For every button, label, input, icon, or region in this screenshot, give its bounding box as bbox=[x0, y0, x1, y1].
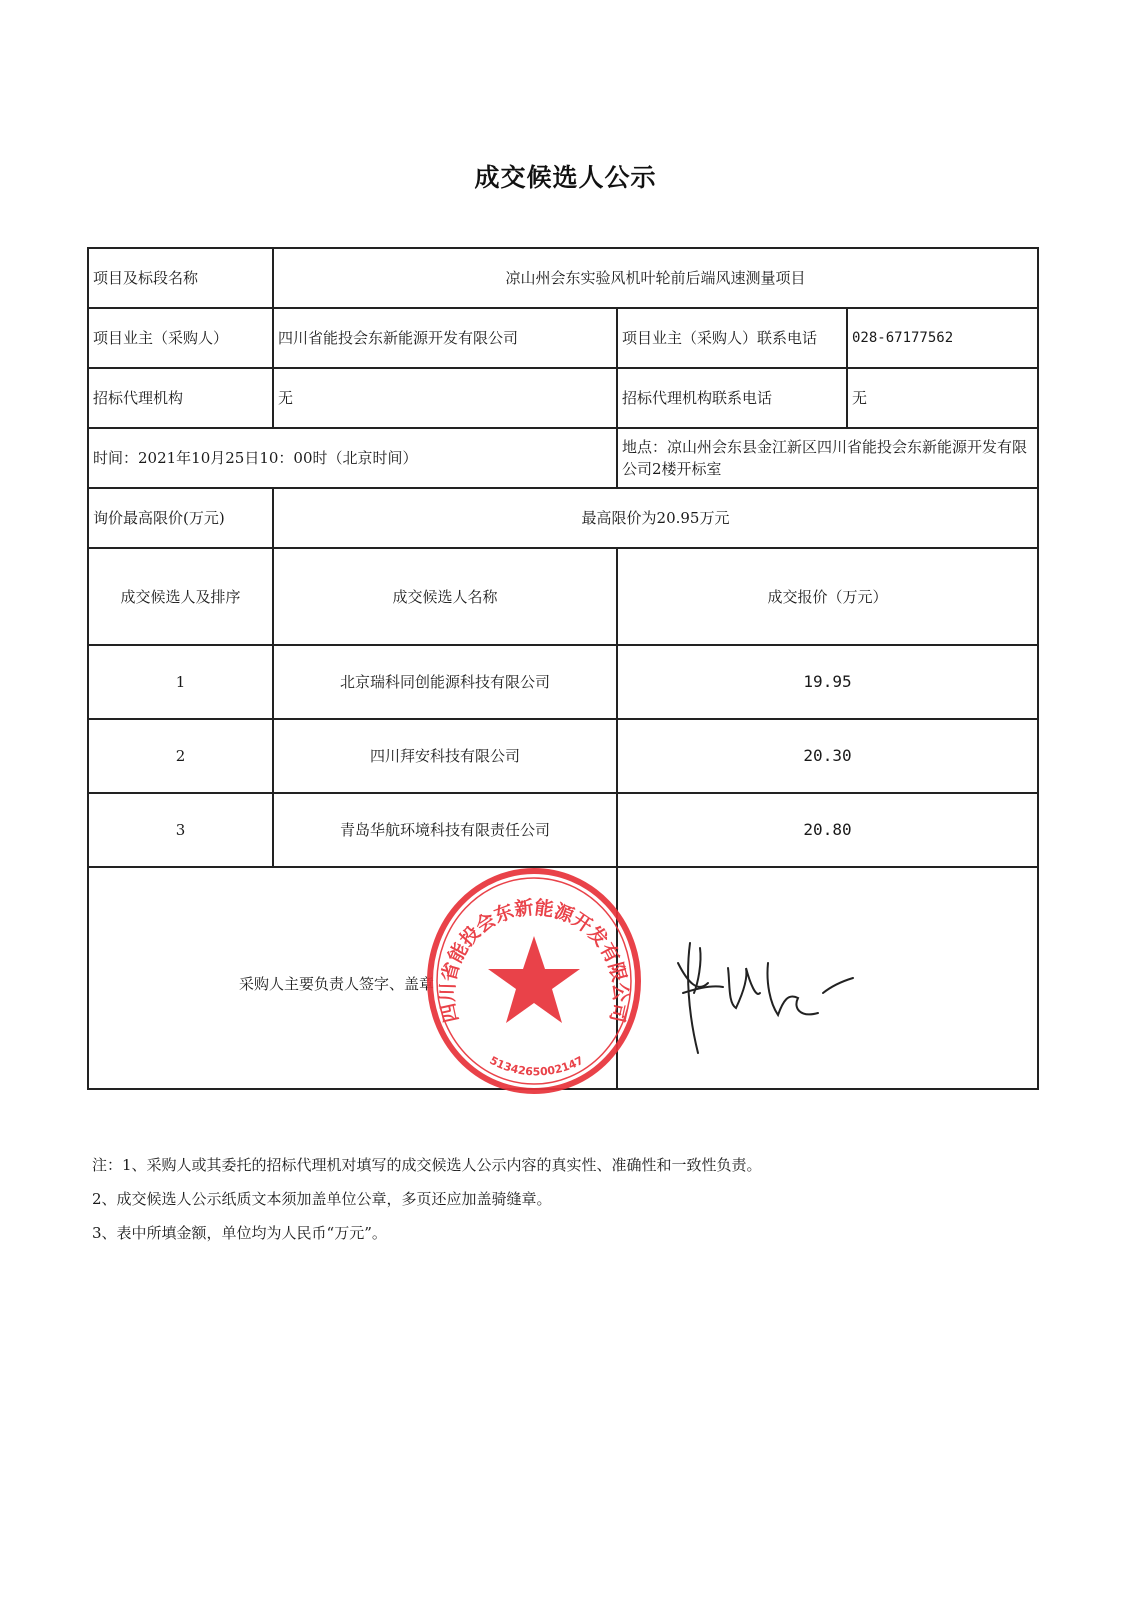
seal-star bbox=[488, 936, 580, 1023]
candidate-rank: 2 bbox=[88, 719, 273, 793]
owner-label: 项目业主（采购人） bbox=[88, 308, 273, 368]
candidate-name: 青岛华航环境科技有限责任公司 bbox=[273, 793, 617, 867]
max-price-row bbox=[88, 488, 1038, 548]
agency-phone-label: 招标代理机构联系电话 bbox=[617, 368, 847, 428]
candidate-rank: 3 bbox=[88, 793, 273, 867]
table-row bbox=[88, 645, 1038, 719]
note-3: 3、表中所填金额，单位均为人民币“万元”。 bbox=[92, 1224, 387, 1242]
company-seal-icon bbox=[419, 866, 649, 1094]
signature-row bbox=[88, 867, 1038, 1089]
note-1: 注：1、采购人或其委托的招标代理机对填写的成交候选人公示内容的真实性、准确性和一致性负责。 bbox=[92, 1156, 762, 1174]
signature-label: 采购人主要负责人签字、盖章 bbox=[239, 975, 435, 993]
header-name: 成交候选人名称 bbox=[273, 548, 617, 645]
agency-label: 招标代理机构 bbox=[88, 368, 273, 428]
seal-arc-text: 四川省能投会东新能源开发有限公司 bbox=[436, 896, 632, 1025]
header-price: 成交报价（万元） bbox=[617, 548, 1038, 645]
signature-cell bbox=[617, 867, 1038, 1089]
handwritten-signature bbox=[668, 923, 868, 1073]
agency-row bbox=[88, 368, 1038, 428]
owner-phone-label: 项目业主（采购人）联系电话 bbox=[617, 308, 847, 368]
owner-phone-value: 028-67177562 bbox=[847, 308, 1038, 368]
project-name-value: 凉山州会东实验风机叶轮前后端风速测量项目 bbox=[273, 248, 1038, 308]
owner-value: 四川省能投会东新能源开发有限公司 bbox=[273, 308, 617, 368]
candidate-price: 20.80 bbox=[617, 793, 1038, 867]
page-title: 成交候选人公示 bbox=[474, 163, 657, 192]
announcement-table bbox=[87, 247, 1039, 1090]
candidate-price: 20.30 bbox=[617, 719, 1038, 793]
note-2: 2、成交候选人公示纸质文本须加盖单位公章，多页还应加盖骑缝章。 bbox=[92, 1190, 552, 1208]
candidate-name: 四川拜安科技有限公司 bbox=[273, 719, 617, 793]
location-text: 地点：凉山州会东县金江新区四川省能投会东新能源开发有限公司2楼开标室 bbox=[617, 428, 1038, 488]
project-name-row bbox=[88, 248, 1038, 308]
table-row bbox=[88, 719, 1038, 793]
agency-value: 无 bbox=[273, 368, 617, 428]
owner-row bbox=[88, 308, 1038, 368]
candidate-price: 19.95 bbox=[617, 645, 1038, 719]
seal-number: 5134265002147 bbox=[487, 1053, 586, 1079]
time-text: 时间：2021年10月25日10：00时（北京时间） bbox=[88, 428, 617, 488]
time-location-row bbox=[88, 428, 1038, 488]
header-rank: 成交候选人及排序 bbox=[88, 548, 273, 645]
agency-phone-value: 无 bbox=[847, 368, 1038, 428]
project-name-label: 项目及标段名称 bbox=[88, 248, 273, 308]
max-price-label: 询价最高限价(万元) bbox=[88, 488, 273, 548]
candidate-name: 北京瑞科同创能源科技有限公司 bbox=[273, 645, 617, 719]
max-price-value: 最高限价为20.95万元 bbox=[273, 488, 1038, 548]
candidates-header-row bbox=[88, 548, 1038, 645]
candidate-rank: 1 bbox=[88, 645, 273, 719]
table-row bbox=[88, 793, 1038, 867]
notes-section bbox=[92, 1148, 762, 1250]
signature-label-cell bbox=[88, 867, 632, 1089]
